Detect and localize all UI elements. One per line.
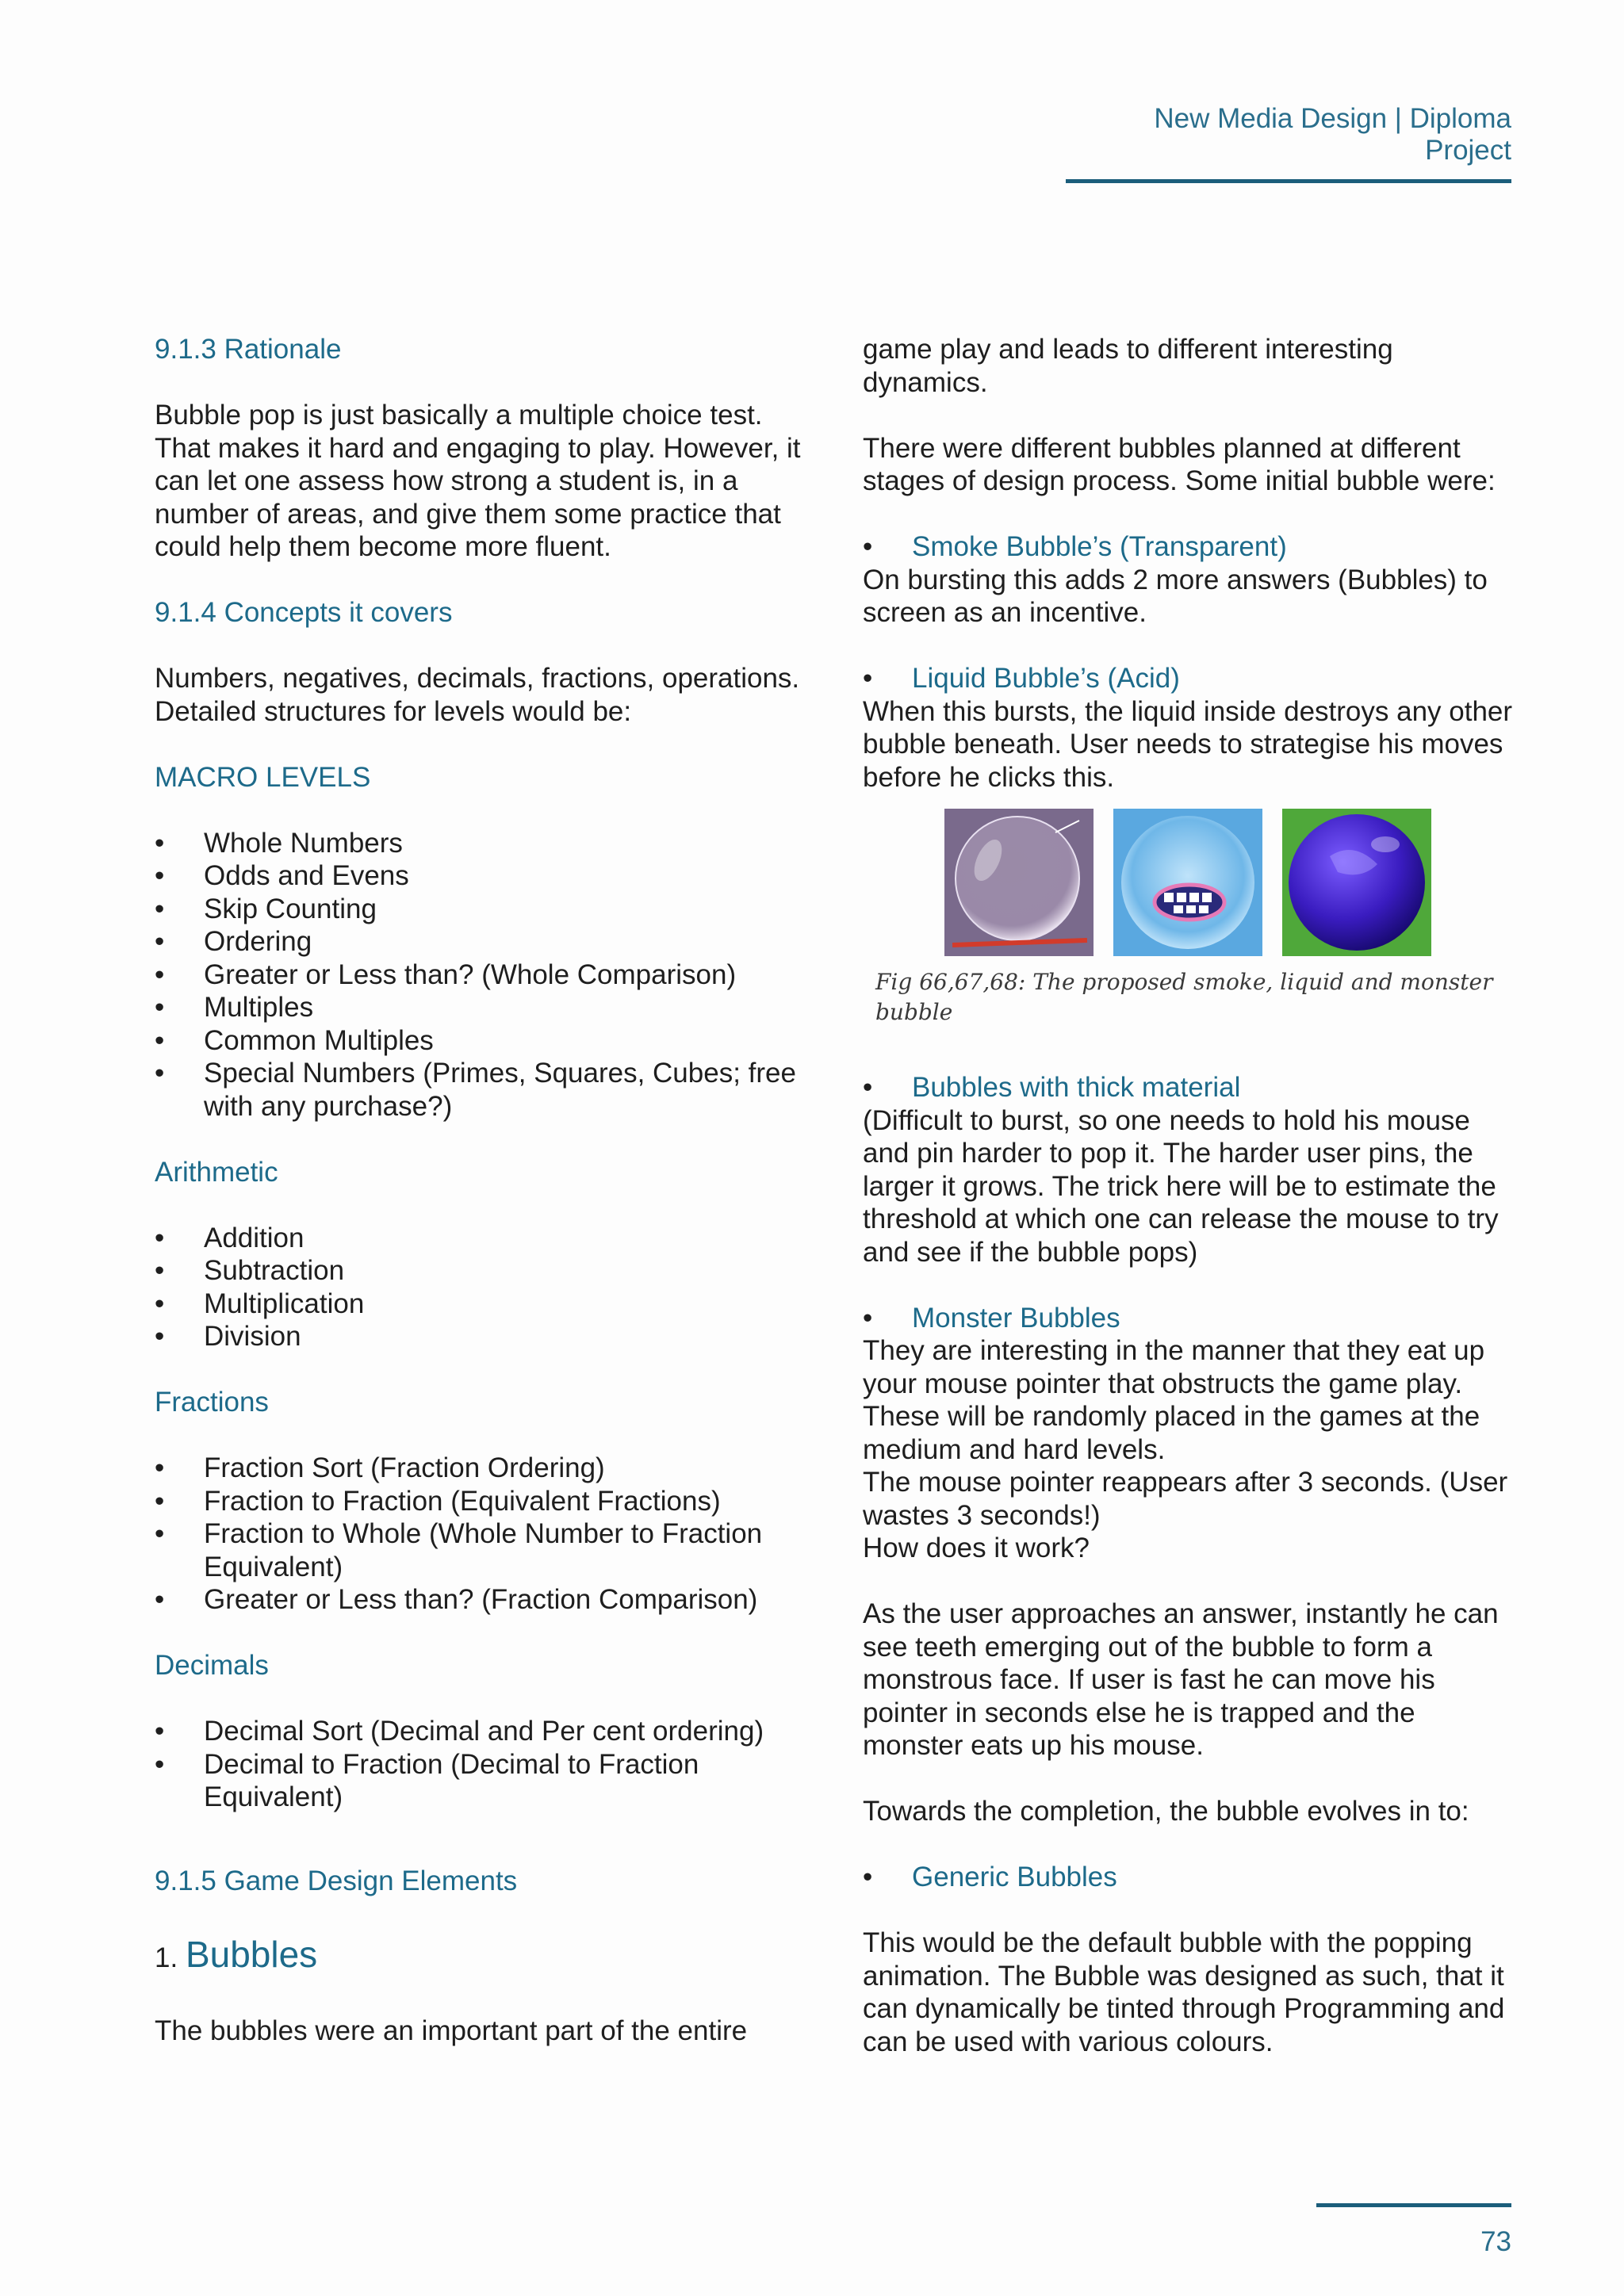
list-item: • Greater or Less than? (Fraction Comparison) [155,1583,805,1617]
completion-paragraph: Towards the completion, the bubble evolves in to: [863,1796,1469,1827]
liquid-bubble-image [1113,809,1262,956]
list-item: • Greater or Less than? (Whole Comparison) [155,959,805,992]
liquid-bubble-paragraph: When this bursts, the liquid inside destroys any other bubble beneath. User needs to strategise his moves before he clicks this. [863,695,1513,793]
running-header: New Media Design | Diploma Project [1066,103,1511,183]
thick-bubble-paragraph: (Difficult to burst, so one needs to hold his mouse and pin harder to pop it. The harder user pins, the larger it grows. The trick here will be to estimate the threshold at which one can release the mouse to try and see if the bubble pops) [863,1104,1499,1268]
arithmetic-heading: Arithmetic [155,1156,278,1188]
fractions-list [155,1452,805,1617]
bubbles-heading-title: Bubbles [185,1933,318,1975]
rationale-heading: 9.1.3 Rationale [155,334,342,365]
list-item: • Special Numbers (Primes, Squares, Cubes; free with any purchase?) [155,1057,805,1123]
page-number: 73 [1480,2226,1511,2257]
continued-paragraph: game play and leads to different interesting dynamics. [863,334,1393,398]
planned-paragraph: There were different bubbles planned at different stages of design process. Some initial bubble were: [863,432,1496,496]
arithmetic-list [155,1222,805,1353]
fractions-heading: Fractions [155,1387,269,1418]
list-item: • Decimal to Fraction (Decimal to Fraction Equivalent) [155,1748,805,1814]
monster-paragraph-1: They are interesting in the manner that they eat up your mouse pointer that obstructs the game play. These will be randomly placed in the games at the medium and hard levels. [863,1335,1485,1465]
list-item: • Common Multiples [155,1024,805,1058]
generic-bubble-paragraph: This would be the default bubble with the popping animation. The Bubble was designed as such, that it can dynamically be tinted through Programming and can be used with various colours. [863,1927,1505,2057]
left-column [155,333,805,2080]
approach-paragraph: As the user approaches an answer, instantly he can see teeth emerging out of the bubble to form a monstrous face. If user is fast he can move his pointer in seconds else he is trapped and the monster eats up his mouse. [863,1598,1499,1761]
list-item: • Whole Numbers [155,827,805,860]
game-design-elements-heading: 9.1.5 Game Design Elements [155,1865,518,1896]
list-item: • Odds and Evens [155,859,805,893]
list-item: • Addition [155,1222,805,1255]
list-item: • Multiples [155,991,805,1024]
macro-levels-list [155,827,805,1123]
footer-rule [1316,2203,1511,2207]
list-item: • Ordering [155,925,805,959]
bubble-figures [863,809,1513,956]
smoke-bubble-paragraph: On bursting this adds 2 more answers (Bubbles) to screen as an incentive. [863,564,1488,628]
monster-bubble-image [1282,809,1431,956]
right-column [863,333,1513,2091]
decimals-heading: Decimals [155,1650,269,1681]
list-item: • Skip Counting [155,893,805,926]
concepts-paragraph: Numbers, negatives, decimals, fractions, operations. Detailed structures for levels would be: [155,663,800,727]
list-item: • Subtraction [155,1254,805,1288]
list-item: • Fraction to Fraction (Equivalent Fractions) [155,1485,805,1518]
monster-paragraph-2: The mouse pointer reappears after 3 seconds. (User wastes 3 seconds!) [863,1467,1508,1531]
bubbles-heading [155,1931,805,1982]
smoke-bubble-title: • Smoke Bubble’s (Transparent) [863,530,1513,564]
rationale-paragraph: Bubble pop is just basically a multiple choice test. That makes it hard and engaging to play. However, it can let one assess how strong a student is, in a number of areas, and give them some practice that could help them become more fluent. [155,400,801,562]
concepts-heading: 9.1.4 Concepts it covers [155,597,453,628]
monster-paragraph-3: How does it work? [863,1533,1090,1563]
list-item: • Fraction Sort (Fraction Ordering) [155,1452,805,1485]
figure-caption: Fig 66,67,68: The proposed smoke, liquid and monster bubble [875,969,1493,1025]
bubbles-heading-number: 1. [155,1942,178,1973]
liquid-bubble-title: • Liquid Bubble’s (Acid) [863,662,1513,695]
monster-bubble-title: • Monster Bubbles [863,1302,1513,1335]
macro-levels-heading: MACRO LEVELS [155,761,371,793]
generic-bubble-title: • Generic Bubbles [863,1861,1513,1894]
list-item: • Decimal Sort (Decimal and Per cent ordering) [155,1715,805,1748]
bubbles-paragraph: The bubbles were an important part of the entire [155,2015,748,2046]
decimals-list [155,1715,805,1814]
smoke-bubble-image [944,809,1094,956]
list-item: • Fraction to Whole (Whole Number to Fraction Equivalent) [155,1517,805,1583]
thick-bubble-title: • Bubbles with thick material [863,1071,1513,1104]
list-item: • Division [155,1320,805,1353]
list-item: • Multiplication [155,1288,805,1321]
